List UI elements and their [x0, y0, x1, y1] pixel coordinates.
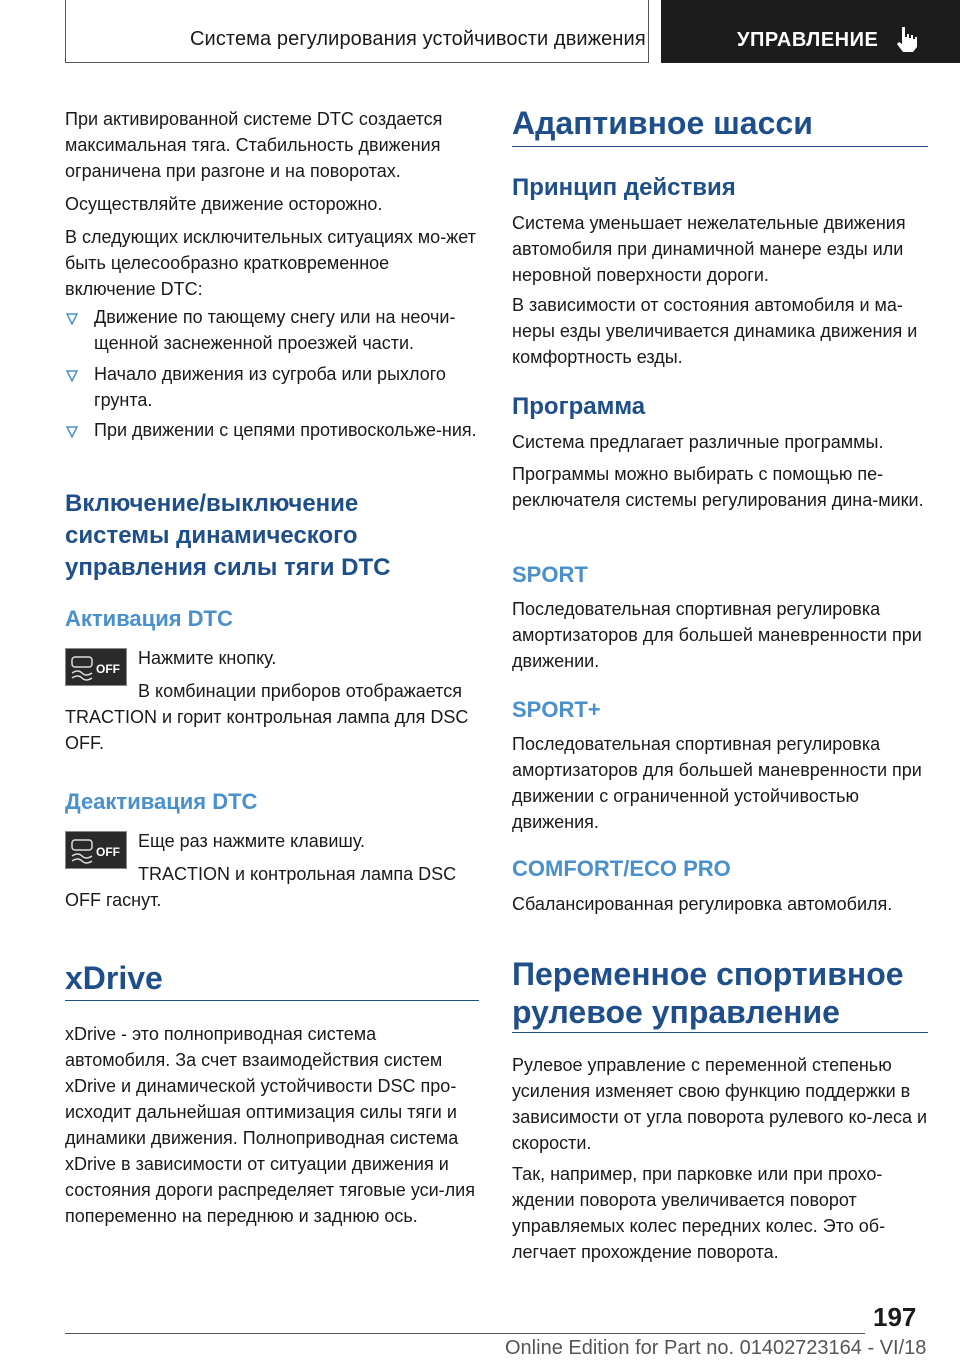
- steering-paragraph-2: Так, например, при парковке или при прохо-ждении поворота увеличивается поворот управляемых колес передних колес. Это об-легчает прохождение поворота.: [512, 1164, 886, 1262]
- page-number: 197: [873, 1302, 917, 1332]
- sport-paragraph: Последовательная спортивная регулировка амортизаторов для большей маневренности при движении.: [512, 599, 922, 671]
- xdrive-heading: xDrive: [65, 960, 163, 996]
- footer-rule: [65, 1333, 865, 1334]
- sportplus-heading: SPORT+: [512, 697, 601, 722]
- bullet-triangle-icon: [66, 370, 78, 382]
- heading-rule: [512, 1032, 928, 1033]
- section-label: УПРАВЛЕНИЕ: [737, 29, 879, 51]
- sportplus-paragraph: Последовательная спортивная регулировка амортизаторов для большей маневренности при движении с ограниченной устойчивостью движения.: [512, 734, 922, 832]
- program-paragraph-1: Система предлагает различные программы.: [512, 432, 884, 452]
- list-item: При движении с цепями противоскольже-ния.: [94, 420, 477, 440]
- list-item: Движение по тающему снегу или на неочи-щенной заснеженной проезжей части.: [94, 307, 456, 353]
- deactivate-instruction: Еще раз нажмите клавишу.: [138, 831, 366, 851]
- adaptive-chassis-heading: Адаптивное шасси: [512, 105, 813, 141]
- program-paragraph-2: Программы можно выбирать с помощью пе-реключателя системы регулирования дина-мики.: [512, 464, 924, 510]
- comfort-heading: COMFORT/ECO PRO: [512, 856, 731, 881]
- deactivate-description: TRACTION и контрольная лампа DSC OFF гаснут.: [65, 864, 457, 910]
- caution-paragraph: Осуществляйте движение осторожно.: [65, 194, 383, 214]
- dtc-onoff-heading: Включение/выключение системы динамического управления силы тяги DTC: [65, 490, 391, 581]
- xdrive-paragraph: xDrive - это полноприводная система автомобиля. За счет взаимодействия систем xDrive и динамической устойчивости DSC про-исходит дальнейшая оптимизация силы тяги и динамики движения. Полноприводная система xDrive в зависимости от ситуации движения и состояния дороги распределяет тяговые уси-лия попеременно на переднюю и заднюю ось.: [65, 1024, 475, 1226]
- activate-description: В комбинации приборов отображается TRACTION и горит контрольная лампа для DSC OFF.: [65, 681, 469, 753]
- situations-paragraph: В следующих исключительных ситуациях мо-жет быть целесообразно кратковременное включение DTC:: [65, 227, 476, 299]
- list-item: Начало движения из сугроба или рыхлого грунта.: [94, 364, 446, 410]
- svg-text:OFF: OFF: [96, 662, 120, 676]
- steering-paragraph-1: Рулевое управление с переменной степенью усиления изменяет свою функцию поддержки в зависимости от угла поворота рулевого ко-леса и скорости.: [512, 1055, 928, 1153]
- bullet-triangle-icon: [66, 313, 78, 325]
- chapter-title: Система регулирования устойчивости движения: [190, 28, 646, 50]
- svg-text:OFF: OFF: [96, 845, 120, 859]
- principle-paragraph-2: В зависимости от состояния автомобиля и ма-неры езды увеличивается динамика движения и комфортность езды.: [512, 295, 918, 367]
- hand-pointer-icon: [893, 25, 919, 53]
- variable-steering-heading: Переменное спортивное рулевое управление: [512, 956, 904, 1030]
- heading-rule: [65, 1000, 479, 1001]
- intro-paragraph: При активированной системе DTC создается максимальная тяга. Стабильность движения ограничена при разгоне и на поворотах.: [65, 109, 443, 181]
- program-heading: Программа: [512, 393, 646, 420]
- dtc-deactivate-heading: Деактивация DTC: [65, 789, 258, 814]
- bullet-triangle-icon: [66, 426, 78, 438]
- dtc-activate-heading: Активация DTC: [65, 606, 233, 631]
- edition-footer: Online Edition for Part no. 01402723164 - VI/18: [505, 1337, 927, 1359]
- heading-rule: [512, 146, 928, 147]
- principle-paragraph-1: Система уменьшает нежелательные движения автомобиля при динамичной манере езды или неровной поверхности дороги.: [512, 213, 906, 285]
- activate-instruction: Нажмите кнопку.: [138, 648, 277, 668]
- sport-heading: SPORT: [512, 562, 588, 587]
- principle-heading: Принцип действия: [512, 174, 736, 201]
- comfort-paragraph: Сбалансированная регулировка автомобиля.: [512, 894, 893, 914]
